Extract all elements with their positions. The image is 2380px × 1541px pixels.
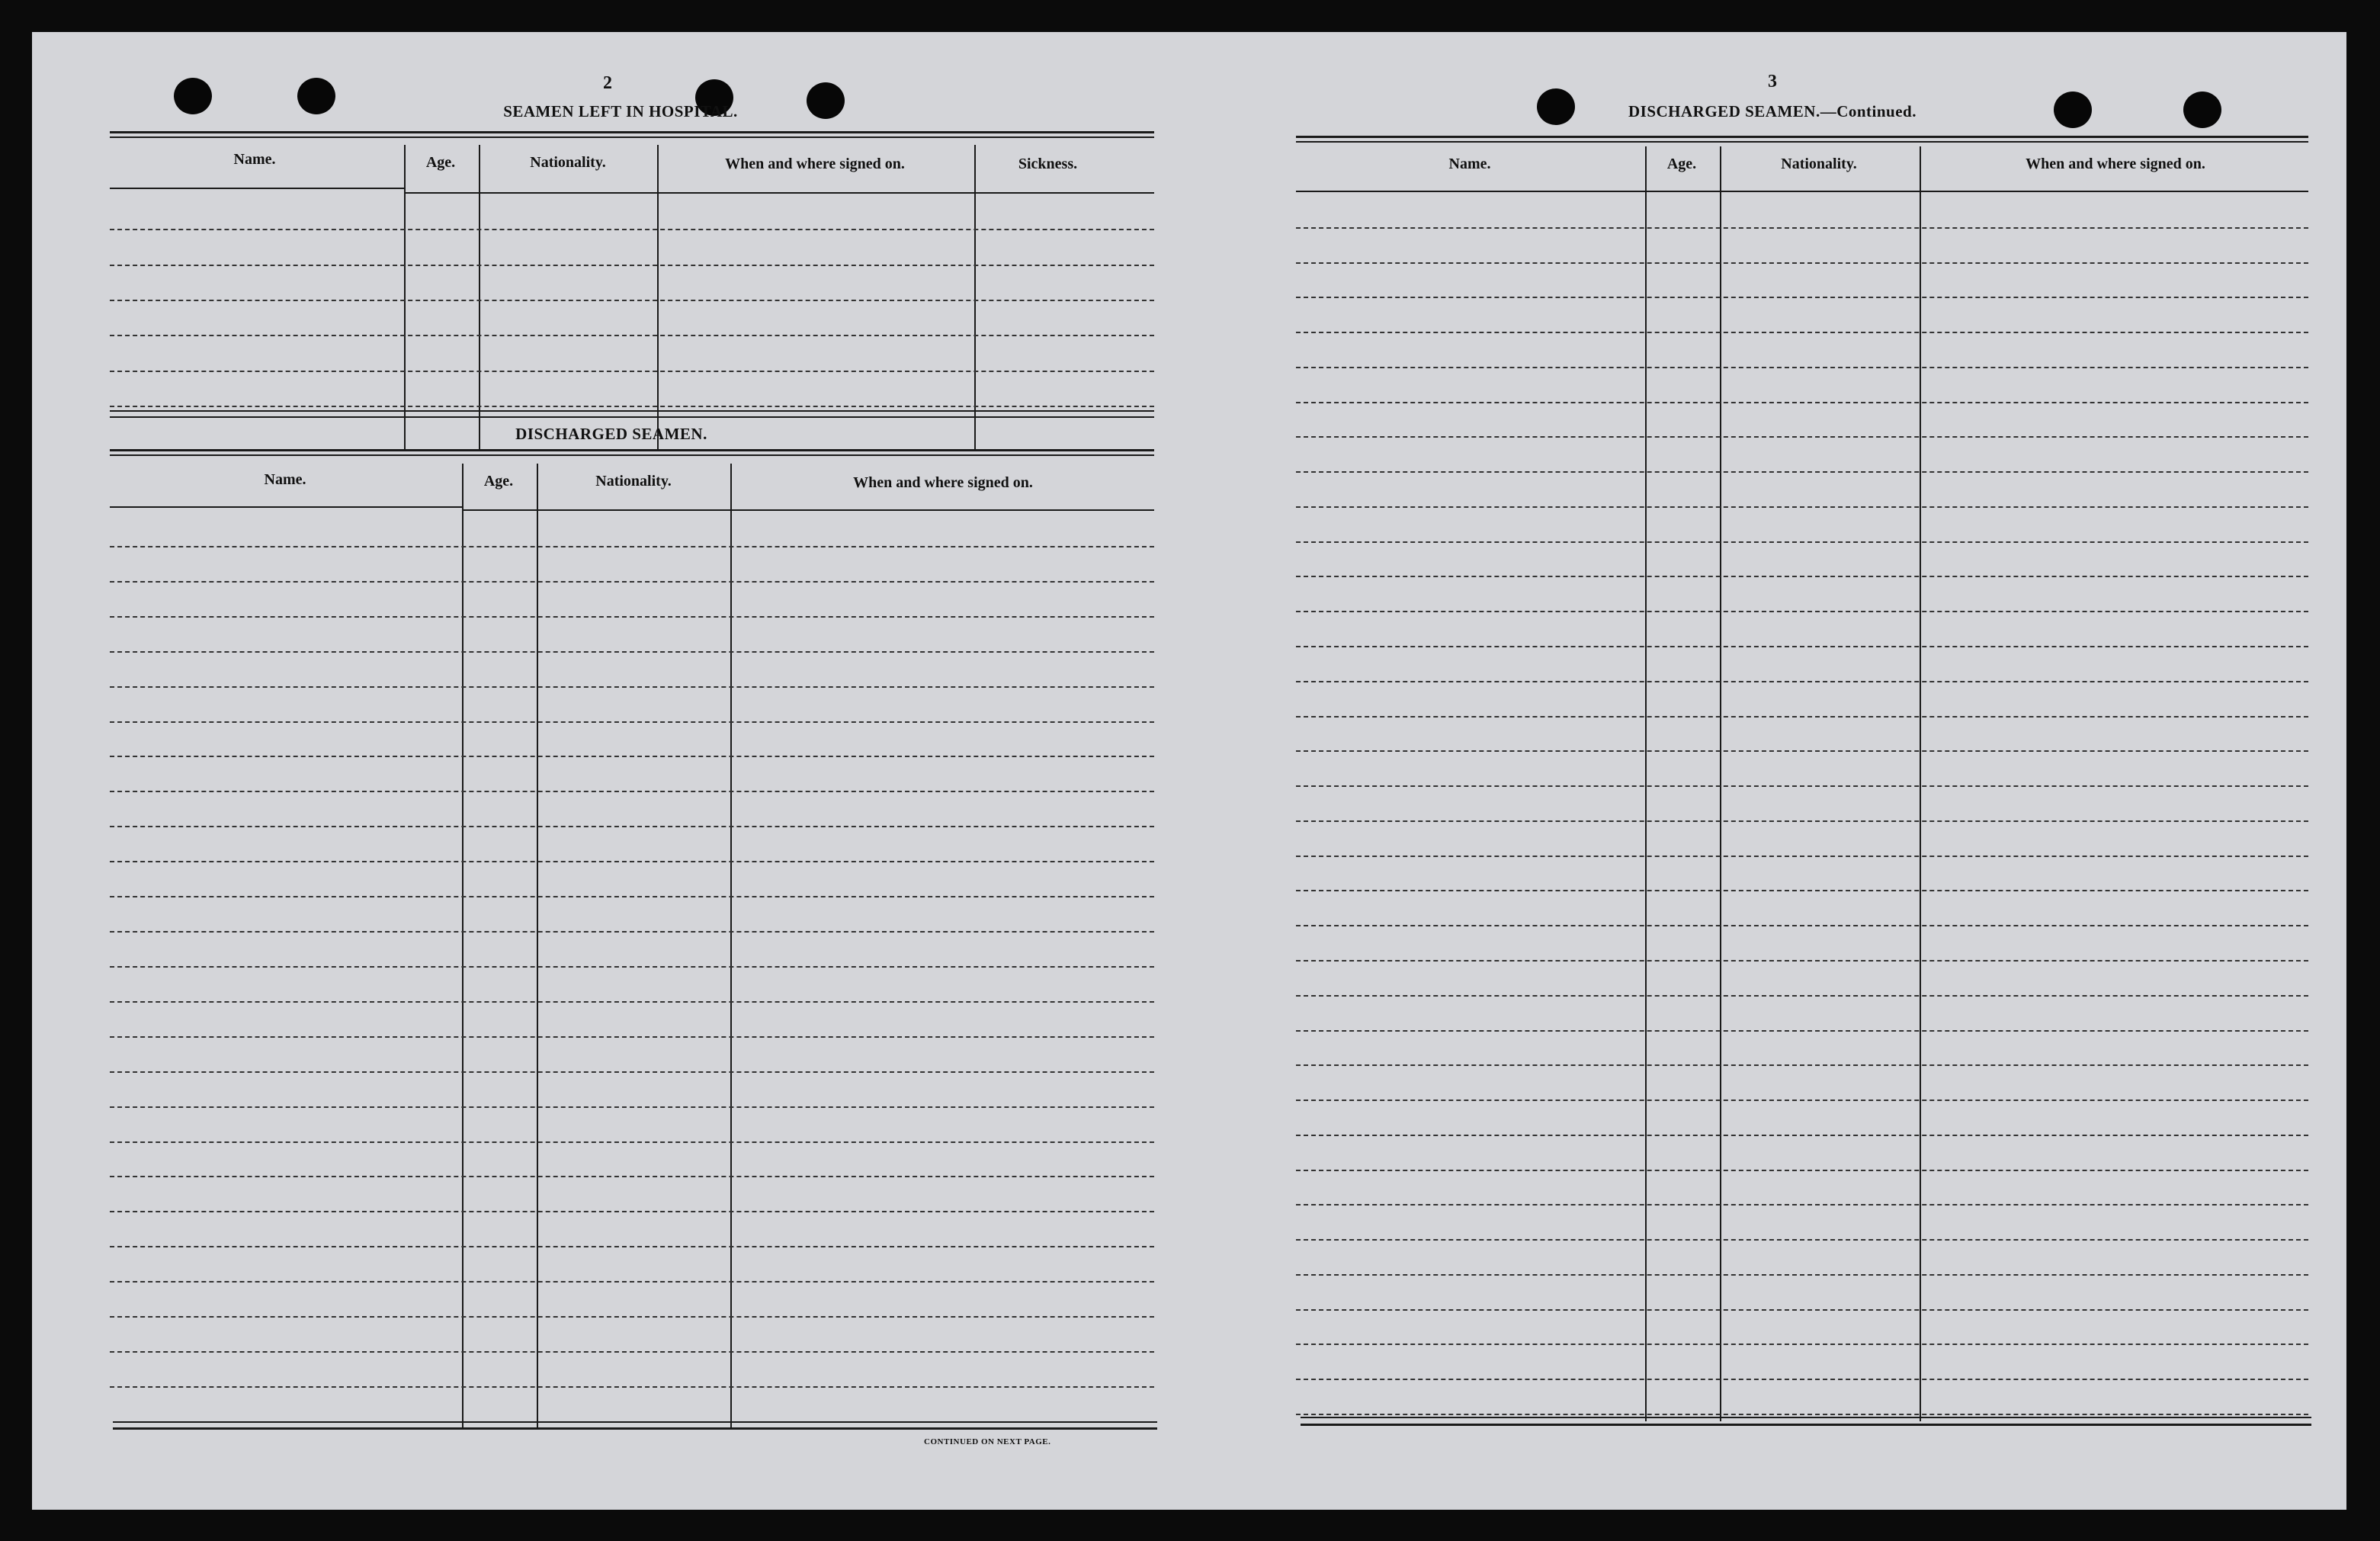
discharged-col-divider	[730, 464, 732, 1429]
discharged-col-signed-on: When and where signed on.	[853, 474, 1033, 491]
ruled-line	[110, 1351, 1154, 1353]
continued-footnote: CONTINUED ON NEXT PAGE.	[924, 1437, 1051, 1446]
ruled-line	[1296, 1344, 2308, 1345]
hospital-col-sickness: Sickness.	[1018, 156, 1078, 172]
ruled-line	[1296, 1135, 2308, 1136]
ruled-line	[110, 1176, 1154, 1177]
ruled-line	[1296, 1274, 2308, 1276]
continued-col-signed-on: When and where signed on.	[2026, 156, 2205, 172]
ruled-line	[110, 1071, 1154, 1073]
hospital-col-name: Name.	[233, 151, 276, 168]
continued-col-divider	[1920, 146, 1921, 1421]
ruled-line	[110, 1001, 1154, 1003]
discharged-continued-title: DISCHARGED SEAMEN.—Continued.	[1628, 102, 1917, 120]
continued-col-divider	[1720, 146, 1721, 1421]
ruled-line	[1296, 785, 2308, 787]
ruled-line	[110, 229, 1154, 230]
ruled-line	[1296, 1170, 2308, 1171]
ruled-line	[110, 616, 1154, 618]
discharged-section-title: DISCHARGED SEAMEN.	[515, 425, 707, 443]
ruled-line	[110, 1316, 1154, 1318]
discharged-header-rule	[462, 509, 1154, 511]
hospital-bottom-rule	[110, 416, 1154, 418]
ruled-line	[1296, 1239, 2308, 1241]
ruled-line	[1296, 1414, 2308, 1415]
hospital-col-signed-on: When and where signed on.	[725, 156, 905, 172]
hospital-col-divider	[974, 145, 976, 450]
ruled-line	[110, 861, 1154, 862]
continued-col-divider	[1645, 146, 1647, 1421]
ruled-line	[1296, 1100, 2308, 1101]
ruled-line	[110, 581, 1154, 583]
ruled-line	[110, 826, 1154, 827]
ruled-line	[1296, 646, 2308, 647]
hospital-header-rule	[110, 188, 404, 189]
discharged-col-name: Name.	[264, 471, 306, 488]
hospital-col-nationality: Nationality.	[530, 154, 606, 171]
hospital-header-rule	[404, 192, 1154, 194]
ruled-line	[110, 1386, 1154, 1388]
page-number: 3	[1768, 72, 1777, 91]
discharged-col-divider	[537, 464, 538, 1429]
hospital-top-rule	[110, 136, 1154, 138]
hospital-bottom-rule	[110, 410, 1154, 412]
hospital-section-title: SEAMEN LEFT IN HOSPITAL.	[503, 102, 738, 120]
ruled-line	[1296, 436, 2308, 438]
ruled-line	[1296, 367, 2308, 368]
left-page	[32, 32, 1189, 1510]
right-page	[1189, 32, 2346, 1510]
ruled-line	[110, 1211, 1154, 1212]
discharged-col-divider	[462, 464, 463, 1429]
ruled-line	[1296, 611, 2308, 612]
ruled-line	[1296, 960, 2308, 962]
hospital-col-divider	[657, 145, 659, 450]
ruled-line	[1296, 506, 2308, 508]
ruled-line	[1296, 995, 2308, 997]
hospital-col-divider	[404, 145, 406, 450]
ruled-line	[1296, 227, 2308, 229]
ruled-line	[1296, 1379, 2308, 1380]
discharged-bottom-rule	[113, 1421, 1157, 1423]
ruled-line	[110, 966, 1154, 968]
continued-top-rule	[1296, 141, 2308, 143]
ruled-line	[110, 335, 1154, 336]
continued-header-rule	[1296, 191, 2308, 192]
ruled-line	[110, 265, 1154, 266]
discharged-top-rule	[110, 449, 1154, 451]
ruled-line	[1296, 1030, 2308, 1032]
continued-col-name: Name.	[1448, 156, 1491, 172]
hospital-top-rule	[110, 131, 1154, 133]
ruled-line	[1296, 890, 2308, 891]
hospital-col-age: Age.	[425, 154, 456, 171]
ruled-line	[110, 721, 1154, 723]
ruled-line	[110, 686, 1154, 688]
ruled-line	[1296, 332, 2308, 333]
ruled-line	[1296, 681, 2308, 682]
continued-bottom-rule	[1301, 1424, 2311, 1426]
ruled-line	[1296, 925, 2308, 926]
ruled-line	[110, 546, 1154, 547]
ruled-line	[110, 300, 1154, 301]
ruled-line	[1296, 716, 2308, 718]
form-sheet	[32, 32, 2346, 1510]
ruled-line	[110, 1036, 1154, 1038]
ruled-line	[110, 756, 1154, 757]
ruled-line	[1296, 1309, 2308, 1311]
ruled-line	[110, 651, 1154, 653]
continued-col-age: Age.	[1666, 156, 1697, 172]
page-number: 2	[603, 73, 612, 93]
discharged-bottom-rule	[113, 1427, 1157, 1430]
ruled-line	[1296, 541, 2308, 543]
ruled-line	[110, 1281, 1154, 1283]
ruled-line	[1296, 820, 2308, 822]
continued-col-nationality: Nationality.	[1781, 156, 1857, 172]
ruled-line	[1296, 297, 2308, 298]
ruled-line	[1296, 576, 2308, 577]
ruled-line	[110, 371, 1154, 372]
ruled-line	[110, 406, 1154, 407]
continued-bottom-rule	[1301, 1417, 2311, 1418]
ruled-line	[110, 896, 1154, 897]
discharged-col-nationality: Nationality.	[595, 473, 672, 490]
continued-top-rule	[1296, 136, 2308, 138]
ruled-line	[1296, 750, 2308, 752]
ruled-line	[110, 1246, 1154, 1247]
ruled-line	[110, 1106, 1154, 1108]
ruled-line	[1296, 262, 2308, 264]
discharged-col-age: Age.	[483, 473, 514, 490]
ruled-line	[1296, 1064, 2308, 1066]
hospital-col-divider	[479, 145, 480, 450]
discharged-header-rule	[110, 506, 462, 508]
ruled-line	[1296, 471, 2308, 473]
ruled-line	[1296, 1204, 2308, 1206]
ruled-line	[1296, 856, 2308, 857]
ruled-line	[110, 931, 1154, 933]
discharged-top-rule	[110, 454, 1154, 456]
ruled-line	[110, 1141, 1154, 1143]
ruled-line	[110, 791, 1154, 792]
ruled-line	[1296, 402, 2308, 403]
